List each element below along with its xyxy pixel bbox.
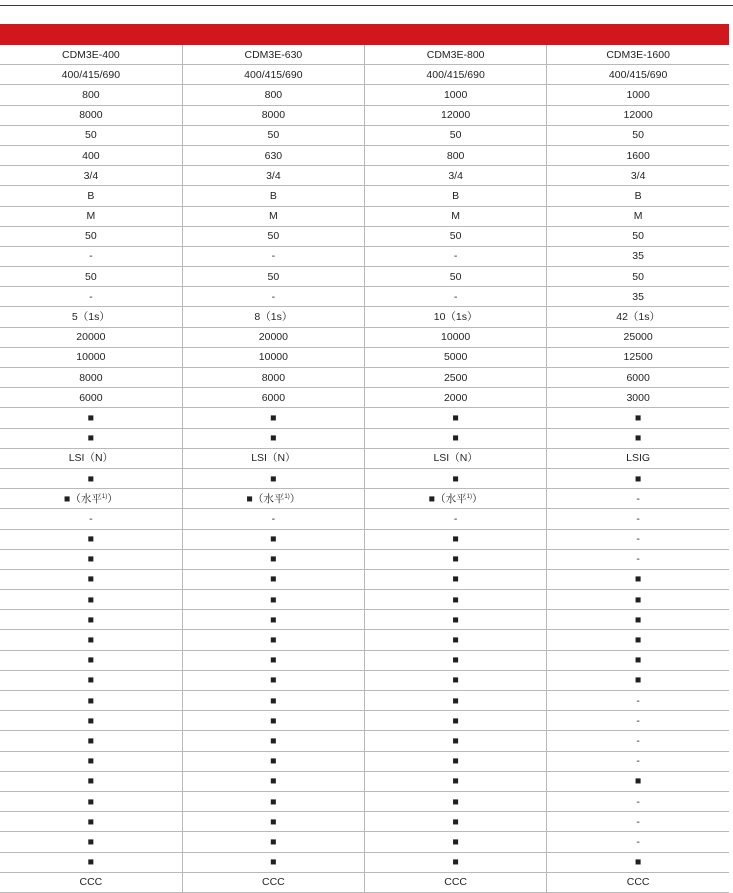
table-cell: - [547,529,729,549]
model-header-row [0,45,729,65]
table-row [0,125,729,145]
table-cell: ■ [365,751,547,771]
table-cell: 50 [0,125,182,145]
table-cell: ■ [365,630,547,650]
table-cell: ■ [182,549,364,569]
table-cell: ■ [547,408,729,428]
table-cell: 3/4 [182,166,364,186]
model-name-cell: CDM3E-1600 [547,45,729,65]
table-cell: 400/415/690 [365,65,547,85]
table-row [0,428,729,448]
table-row [0,872,729,892]
table-row [0,206,729,226]
table-cell: ■ [365,428,547,448]
table-cell: - [182,509,364,529]
table-cell: ■ [0,691,182,711]
table-cell: 50 [0,226,182,246]
table-cell: 8000 [182,105,364,125]
table-row [0,408,729,428]
table-cell: ■ [0,590,182,610]
cell-text: ■（水平 [64,492,102,505]
table-cell: ■ [0,630,182,650]
table-cell: B [0,186,182,206]
table-cell: - [182,287,364,307]
table-cell: ■ [365,670,547,690]
table-row [0,85,729,105]
table-cell: 20000 [0,327,182,347]
cell-text: ■（水平 [246,492,285,505]
table-cell: ■ [365,832,547,852]
table-cell: ■ [182,670,364,690]
table-cell: ■ [365,852,547,872]
cell-text: ■（水平 [428,492,467,505]
table-cell: ■ [547,569,729,589]
table-row [0,630,729,650]
table-cell: - [0,287,182,307]
table-cell: ■ [182,771,364,791]
table-row [0,852,729,872]
model-name-cell: CDM3E-800 [365,45,547,65]
model-name-cell: CDM3E-400 [0,45,182,65]
table-cell: 8（1s） [182,307,364,327]
table-cell: ■ [182,791,364,811]
table-row [0,590,729,610]
table-cell: ■ [547,610,729,630]
table-cell: ■ [182,590,364,610]
table-cell: ■ [182,852,364,872]
table-cell: 400/415/690 [547,65,729,85]
table-row [0,812,729,832]
table-cell: ■ [182,569,364,589]
table-row [0,246,729,266]
table-cell: - [365,246,547,266]
table-cell: 50 [182,226,364,246]
table-cell: - [547,832,729,852]
table-cell: ■ [365,691,547,711]
table-cell: 10000 [182,347,364,367]
table-cell: CCC [365,872,547,892]
table-cell: ■ [547,771,729,791]
table-row [0,267,729,287]
table-cell: 12000 [547,105,729,125]
footnote-marker: 1) [466,493,472,500]
table-cell: 10000 [365,327,547,347]
table-cell: - [365,509,547,529]
table-row [0,388,729,408]
table-cell: 3/4 [365,166,547,186]
table-cell: ■ [0,731,182,751]
table-cell: ■ [182,529,364,549]
table-cell [365,489,547,509]
table-cell: 800 [0,85,182,105]
table-cell: 50 [0,267,182,287]
table-cell: ■ [182,610,364,630]
table-cell: 400/415/690 [182,65,364,85]
table-cell: ■ [365,610,547,630]
table-cell: - [365,287,547,307]
table-cell: ■ [0,771,182,791]
table-cell: 3000 [547,388,729,408]
table-cell: 12500 [547,347,729,367]
table-cell: 8000 [0,368,182,388]
table-cell: 3/4 [0,166,182,186]
table-cell: ■ [365,529,547,549]
table-cell: ■ [365,408,547,428]
table-cell: M [547,206,729,226]
table-cell: ■ [547,590,729,610]
table-cell: ■ [0,791,182,811]
table-cell: 25000 [547,327,729,347]
table-row [0,791,729,811]
table-cell: B [182,186,364,206]
table-cell: ■ [547,468,729,488]
table-cell: ■ [0,408,182,428]
table-cell: 6000 [0,388,182,408]
table-cell: ■ [0,852,182,872]
table-cell: 12000 [365,105,547,125]
table-cell: ■ [182,711,364,731]
table-cell: 630 [182,145,364,165]
table-cell: M [182,206,364,226]
table-row [0,287,729,307]
table-cell [182,489,364,509]
table-cell: 50 [182,125,364,145]
table-cell: ■ [0,812,182,832]
table-cell: 6000 [182,388,364,408]
footnote-marker: 1) [101,493,108,500]
table-cell: 20000 [182,327,364,347]
table-cell: ■ [365,468,547,488]
table-cell: ■ [0,751,182,771]
table-cell: 800 [365,145,547,165]
table-row [0,832,729,852]
table-cell: ■ [365,549,547,569]
table-cell: 50 [547,267,729,287]
table-cell: CCC [547,872,729,892]
table-cell: 5（1s） [0,307,182,327]
table-row [0,569,729,589]
table-cell: - [547,711,729,731]
table-cell: 10（1s） [365,307,547,327]
table-cell: M [0,206,182,226]
table-cell: ■ [365,812,547,832]
table-row [0,226,729,246]
table-cell: ■ [365,731,547,751]
table-cell: ■ [547,428,729,448]
table-cell: ■ [0,711,182,731]
table-row [0,670,729,690]
table-cell: CCC [182,872,364,892]
table-cell: 6000 [547,368,729,388]
table-cell: 10000 [0,347,182,367]
table-cell: CCC [0,872,182,892]
table-row [0,327,729,347]
table-row [0,307,729,327]
table-row [0,691,729,711]
table-row [0,529,729,549]
table-cell: LSI（N） [0,448,182,468]
table-cell: ■ [547,630,729,650]
table-cell: 42（1s） [547,307,729,327]
table-row [0,468,729,488]
table-cell: ■ [182,408,364,428]
table-cell: ■ [0,610,182,630]
table-row [0,610,729,630]
table-cell: 5000 [365,347,547,367]
table-cell: 50 [547,226,729,246]
table-cell: ■ [365,569,547,589]
table-cell: ■ [365,791,547,811]
table-cell: B [547,186,729,206]
table-row [0,509,729,529]
table-cell: 35 [547,246,729,266]
table-cell: - [0,509,182,529]
cell-text-end: ） [471,492,483,505]
table-cell: ■ [182,428,364,448]
table-cell: - [182,246,364,266]
table-cell: 35 [547,287,729,307]
table-cell: ■ [365,711,547,731]
table-cell: - [547,751,729,771]
table-cell: LSI（N） [182,448,364,468]
table-row [0,771,729,791]
table-cell: 400 [0,145,182,165]
top-rule [0,5,733,6]
table-cell: LSI（N） [365,448,547,468]
table-cell: 3/4 [547,166,729,186]
model-name-cell: CDM3E-630 [182,45,364,65]
table-cell: ■ [547,852,729,872]
table-cell: ■ [0,832,182,852]
table-cell: ■ [182,650,364,670]
table-cell: ■ [182,751,364,771]
table-cell: - [547,489,729,509]
table-cell: ■ [182,468,364,488]
table-cell: 2000 [365,388,547,408]
table-cell: ■ [182,731,364,751]
table-cell: 50 [365,226,547,246]
table-cell: M [365,206,547,226]
table-row [0,186,729,206]
table-row [0,650,729,670]
table-cell: - [547,549,729,569]
table-cell: 50 [365,267,547,287]
table-cell: ■ [365,771,547,791]
table-cell: - [547,691,729,711]
table-row [0,489,729,509]
spec-table [0,45,729,893]
cell-text-end: ） [107,492,118,505]
table-cell [0,489,182,509]
table-cell: ■ [547,670,729,690]
table-cell: 50 [547,125,729,145]
table-cell: 800 [182,85,364,105]
table-cell: - [0,246,182,266]
table-cell: 50 [182,267,364,287]
table-cell: ■ [0,428,182,448]
table-cell: ■ [0,529,182,549]
table-cell: ■ [547,650,729,670]
table-cell: B [365,186,547,206]
table-cell: ■ [182,812,364,832]
table-row [0,711,729,731]
table-cell: ■ [182,630,364,650]
table-cell: 1600 [547,145,729,165]
table-cell: - [547,731,729,751]
spec-table-body [0,45,729,892]
table-cell: ■ [182,691,364,711]
table-cell: ■ [182,832,364,852]
table-row [0,448,729,468]
footnote-marker: 1) [284,493,290,500]
table-row [0,105,729,125]
header-band [0,24,729,45]
table-cell: ■ [0,650,182,670]
table-row [0,751,729,771]
table-cell: ■ [0,670,182,690]
table-row [0,166,729,186]
table-cell: - [547,791,729,811]
table-row [0,731,729,751]
table-row [0,65,729,85]
table-cell: ■ [365,650,547,670]
table-cell: - [547,509,729,529]
table-cell: ■ [0,549,182,569]
table-row [0,368,729,388]
table-cell: - [547,812,729,832]
table-cell: 2500 [365,368,547,388]
table-row [0,549,729,569]
cell-text-end: ） [289,492,301,505]
table-cell: ■ [0,468,182,488]
table-cell: 1000 [365,85,547,105]
table-cell: ■ [0,569,182,589]
table-cell: 50 [365,125,547,145]
table-cell: 400/415/690 [0,65,182,85]
table-cell: ■ [365,590,547,610]
table-cell: 8000 [182,368,364,388]
table-row [0,347,729,367]
table-cell: 8000 [0,105,182,125]
table-cell: LSIG [547,448,729,468]
table-row [0,145,729,165]
table-cell: 1000 [547,85,729,105]
